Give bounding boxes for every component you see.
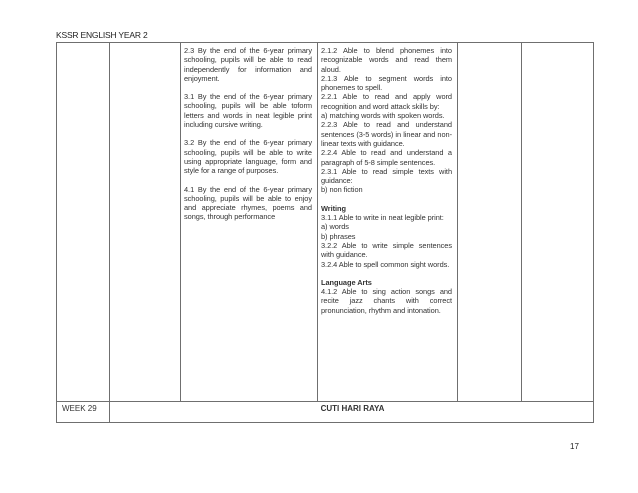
scheme-of-work-table	[56, 42, 594, 423]
column-divider	[180, 43, 181, 401]
objective-item: a) matching words with spoken words.	[321, 111, 445, 121]
objective-item: 2.1.3 Able to segment words into phonemes to spell.	[321, 73, 452, 93]
objective-item: 2.1.2 Able to blend phonemes into recognizable words and read them aloud.	[321, 46, 452, 74]
language-arts-heading: Language Arts	[321, 277, 372, 287]
content-standard: 3.1 By the end of the 6-year primary schooling, pupils will be able toform letters and words in neat legible print including cursive writing.	[184, 92, 312, 130]
content-standard: 2.3 By the end of the 6-year primary schooling, pupils will be able to read independently for information and enjoyment.	[184, 46, 312, 83]
row-divider	[57, 401, 593, 402]
page-number: 17	[570, 442, 579, 451]
column-divider	[317, 43, 318, 401]
objective-item: 2.3.1 Able to read simple texts with guidance:	[321, 166, 452, 186]
week-label: WEEK 29	[62, 404, 97, 413]
objective-item: 2.2.1 Able to read and apply word recognition and word attack skills by:	[321, 92, 452, 111]
objective-item: 3.2.2 Able to write simple sentences with guidance.	[321, 240, 452, 260]
learning-objectives-cell	[321, 46, 452, 315]
holiday-note: CUTI HARI RAYA	[320, 404, 385, 413]
writing-heading: Writing	[321, 203, 346, 213]
content-standards-cell	[184, 46, 312, 222]
column-divider	[457, 43, 458, 401]
objective-item: 2.2.4 Able to read and understand a paragraph of 5-8 simple sentences.	[321, 148, 452, 167]
content-standard: 4.1 By the end of the 6-year primary schooling, pupils will be able to enjoy and appreciate rhymes, poems and songs, through performance	[184, 184, 312, 222]
objective-item: 3.2.4 Able to spell common sight words.	[321, 259, 450, 269]
objective-item: b) non fiction	[321, 185, 363, 195]
objective-item: a) words	[321, 222, 349, 232]
objective-item: 2.2.3 Able to read and understand sentences (3-5 words) in linear and non-linear texts with guidance.	[321, 120, 452, 148]
objective-item: b) phrases	[321, 231, 356, 241]
document-header: KSSR ENGLISH YEAR 2	[56, 30, 148, 40]
column-divider	[521, 43, 522, 401]
column-divider	[109, 43, 110, 401]
content-standard: 3.2 By the end of the 6-year primary schooling, pupils will be able to write using appropriate language, form and style for a range of purposes.	[184, 138, 312, 176]
objective-item: 3.1.1 Able to write in neat legible print:	[321, 213, 444, 223]
objective-item: 4.1.2 Able to sing action songs and recite jazz chants with correct pronunciation, rhythm and intonation.	[321, 287, 452, 315]
